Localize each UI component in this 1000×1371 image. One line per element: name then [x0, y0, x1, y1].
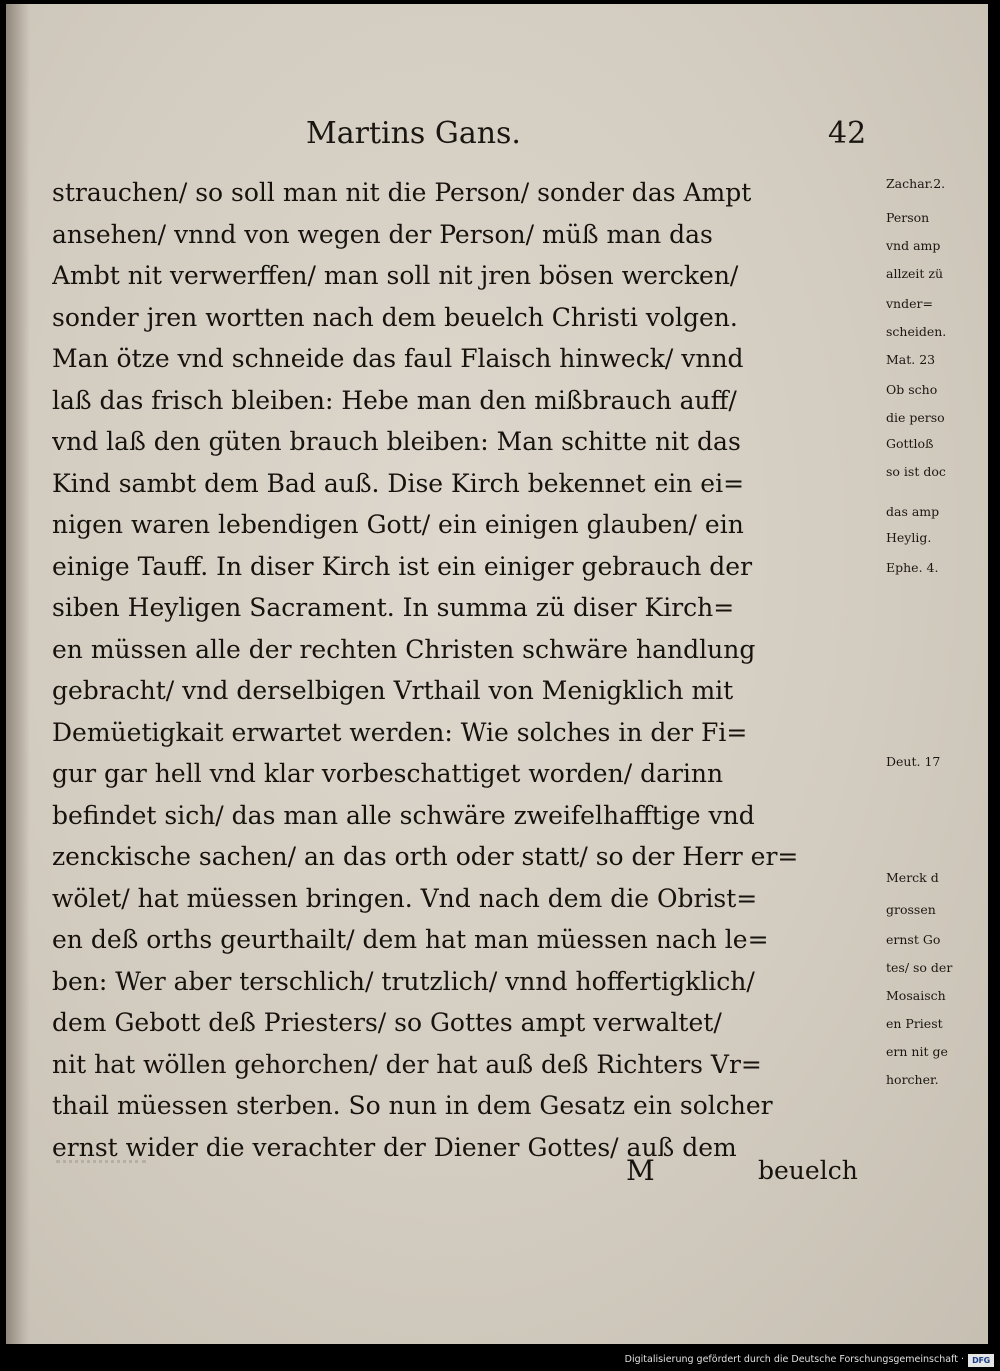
margin-note: grossen: [886, 902, 936, 917]
margin-note: Mat. 23: [886, 352, 936, 367]
text-line: ernst wider die verachter der Diener Gottes/ auß dem: [52, 1132, 737, 1162]
page-number: 42: [828, 116, 867, 151]
text-line: en deß orths geurthailt/ dem hat man müessen nach le=: [52, 925, 769, 954]
text-line: Demüetigkait erwartet werden: Wie solches in der Fi=: [52, 717, 748, 747]
text-line: sonder jren wortten nach dem beuelch Christi volgen.: [52, 302, 738, 332]
margin-note: horcher.: [886, 1072, 939, 1087]
margin-note: Mosaisch: [886, 988, 946, 1003]
text-line: Man ötze vnd schneide das faul Flaisch hinweck/ vnnd: [52, 344, 744, 373]
catchword: beuelch: [758, 1156, 858, 1185]
margin-note: das amp: [886, 504, 940, 519]
running-title: Martins Gans.: [306, 116, 521, 151]
margin-note: scheiden.: [886, 324, 947, 339]
margin-note: vnder=: [886, 296, 933, 311]
margin-note: vnd amp: [886, 238, 941, 253]
margin-note: Zachar.2.: [886, 176, 946, 191]
margin-note: Merck d: [886, 870, 939, 885]
text-line: Kind sambt dem Bad auß. Dise Kirch bekennet ein ei=: [52, 468, 745, 498]
margin-note: en Priest: [886, 1016, 943, 1031]
margin-note: die perso: [886, 410, 945, 425]
margin-note: Gottloß: [886, 436, 934, 451]
page-header: [6, 116, 988, 156]
signature-mark: M: [626, 1154, 655, 1187]
text-line: gur gar hell vnd klar vorbeschattiget worden/ darinn: [52, 759, 724, 788]
text-line: befindet sich/ das man alle schwäre zweifelhafftige vnd: [52, 800, 755, 830]
margin-note: Person: [886, 210, 930, 225]
margin-note: tes/ so der: [886, 960, 953, 975]
text-line: ansehen/ vnnd von wegen der Person/ müß man das: [52, 219, 713, 249]
text-line: laß das frisch bleiben: Hebe man den mißbrauch auff/: [52, 385, 737, 415]
text-line: ben: Wer aber terschlich/ trutzlich/ vnnd hoffertigklich/: [52, 966, 755, 996]
text-line: zenckische sachen/ an das orth oder statt/ so der Herr er=: [52, 842, 799, 871]
text-line: gebracht/ vnd derselbigen Vrthail von Menigklich mit: [52, 676, 734, 705]
margin-note: ern nit ge: [886, 1044, 948, 1059]
page-footer: [6, 1144, 988, 1194]
margin-note: Heylig.: [886, 530, 932, 545]
text-line: nigen waren lebendigen Gott/ ein einigen glauben/ ein: [52, 510, 744, 539]
text-line: wölet/ hat müessen bringen. Vnd nach dem die Obrist=: [52, 883, 758, 913]
text-line: en müssen alle der rechten Christen schwäre handlung: [52, 634, 756, 664]
text-line: nit hat wöllen gehorchen/ der hat auß deß Richters Vr=: [52, 1049, 762, 1079]
text-line: siben Heyligen Sacrament. In summa zü diser Kirch=: [52, 593, 735, 622]
margin-note: so ist doc: [886, 464, 946, 479]
margin-note: Ephe. 4.: [886, 560, 939, 575]
text-line: dem Gebott deß Priesters/ so Gottes ampt verwaltet/: [52, 1008, 722, 1037]
book-page: [6, 4, 988, 1344]
page-gutter: [6, 4, 30, 1344]
body-text: [52, 172, 882, 1168]
dfg-logo: DFG: [968, 1354, 994, 1367]
text-line: strauchen/ so soll man nit die Person/ sonder das Ampt: [52, 178, 752, 207]
text-line: vnd laß den güten brauch bleiben: Man schitte nit das: [52, 427, 741, 456]
text-line: Ambt nit verwerffen/ man soll nit jren bösen wercken/: [52, 261, 739, 290]
digitization-credit: Digitalisierung gefördert durch die Deutsche Forschungsgemeinschaft ·: [624, 1354, 964, 1365]
margin-notes: [886, 174, 988, 1174]
margin-note: ernst Go: [886, 932, 941, 947]
text-line: thail müessen sterben. So nun in dem Gesatz ein solcher: [52, 1091, 773, 1120]
margin-note: allzeit zü: [886, 266, 944, 281]
margin-note: Ob scho: [886, 382, 938, 397]
margin-note: Deut. 17: [886, 754, 941, 769]
text-line: einige Tauff. In diser Kirch ist ein einiger gebrauch der: [52, 551, 753, 581]
